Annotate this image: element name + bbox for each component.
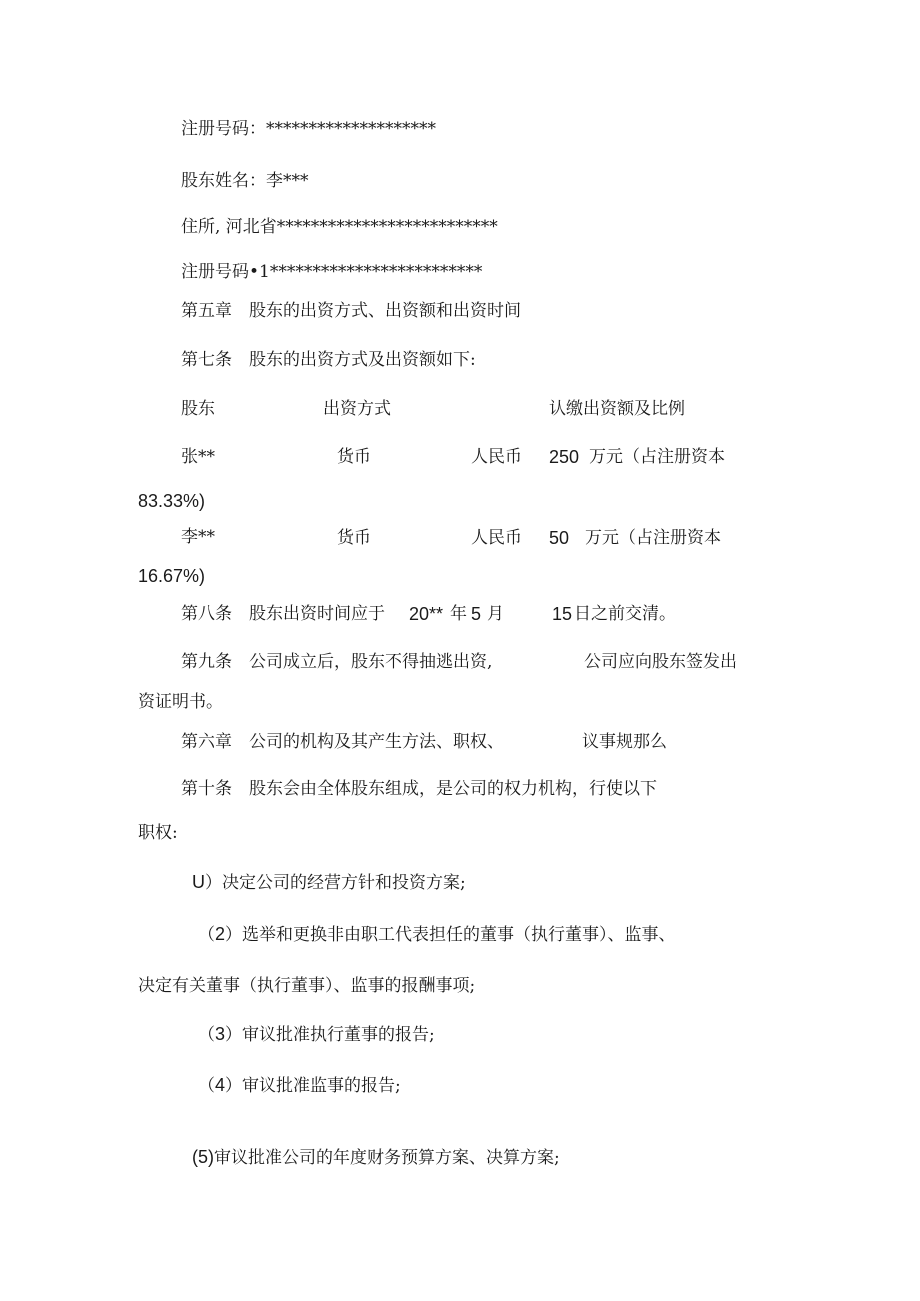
registration-number-line-2: 注册号码•1*************************: [181, 262, 483, 282]
header-method: 出资方式: [323, 399, 391, 419]
article-10-text-wrap: 职权:: [138, 823, 178, 843]
list-item-2: [198, 923, 676, 946]
article-8-year: 20**: [409, 604, 444, 624]
row-percentage: 16.67%): [138, 566, 206, 586]
row-method: 货币: [337, 528, 371, 548]
shareholder-name-line: 股东姓名：李***: [181, 171, 309, 191]
chapter-6-text-cont: 议事规那么: [582, 732, 667, 752]
list-item-number: U: [192, 872, 205, 892]
list-item-number: (5): [192, 1147, 214, 1167]
list-item-4: [198, 1074, 401, 1097]
list-item-1: [192, 871, 466, 894]
row-percentage: 83.33%): [138, 491, 206, 511]
article-7: 第七条 股东的出资方式及出资额如下:: [181, 350, 476, 370]
row-amount-text: 万元（占注册资本: [589, 447, 725, 467]
row-amount-text: 万元（占注册资本: [585, 528, 721, 548]
list-item-open-paren: （: [198, 1076, 215, 1096]
list-item-number: 2: [215, 924, 226, 944]
article-9-text: 第九条 公司成立后，股东不得抽逃出资,: [181, 652, 493, 672]
list-item-number: 3: [215, 1024, 226, 1044]
row-holder: 张**: [181, 447, 215, 467]
row-holder: 李**: [181, 527, 215, 547]
list-item-number: 4: [215, 1075, 226, 1095]
row-amount: 50: [549, 528, 570, 548]
article-8-month: 5: [471, 604, 482, 624]
article-8-deadline-text: 日之前交清。: [574, 604, 676, 624]
chapter-6-text: 第六章 公司的机构及其产生方法、职权、: [181, 732, 504, 752]
registration-number-line: 注册号码：********************: [181, 119, 436, 139]
list-item-3: [198, 1023, 435, 1046]
article-8-year-unit: 年: [450, 604, 467, 624]
header-shareholder: 股东: [181, 399, 215, 419]
list-item-text: ）选举和更换非由职工代表担任的董事（执行董事）、监事、: [225, 925, 676, 945]
row-method: 货币: [337, 447, 371, 467]
list-item-text: ）审议批准监事的报告;: [225, 1076, 401, 1096]
address-line: 住所, 河北省**************************: [181, 217, 498, 237]
article-8-day: 15: [552, 604, 573, 624]
article-8-text: 第八条 股东出资时间应于: [181, 604, 385, 624]
list-item-5: [192, 1146, 560, 1169]
row-currency: 人民币: [471, 447, 522, 467]
article-8-month-unit: 月: [487, 604, 504, 624]
list-item-text: ）决定公司的经营方针和投资方案;: [205, 873, 466, 893]
article-10-text: 第十条 股东会由全体股东组成，是公司的权力机构，行使以下: [181, 779, 657, 799]
list-item-2-cont: 决定有关董事（执行董事）、监事的报酬事项;: [138, 976, 476, 996]
header-amount-ratio: 认缴出资额及比例: [549, 399, 685, 419]
list-item-open-paren: （: [198, 1025, 215, 1045]
chapter-5-heading: 第五章 股东的出资方式、出资额和出资时间: [181, 301, 521, 321]
article-9-text-cont: 公司应向股东签发出: [584, 652, 737, 672]
list-item-text: ）审议批准执行董事的报告;: [225, 1025, 435, 1045]
row-currency: 人民币: [471, 528, 522, 548]
row-amount: 250: [549, 447, 580, 467]
article-9-text-wrap: 资证明书。: [138, 692, 223, 712]
list-item-open-paren: （: [198, 925, 215, 945]
list-item-text: 审议批准公司的年度财务预算方案、决算方案;: [214, 1148, 560, 1168]
